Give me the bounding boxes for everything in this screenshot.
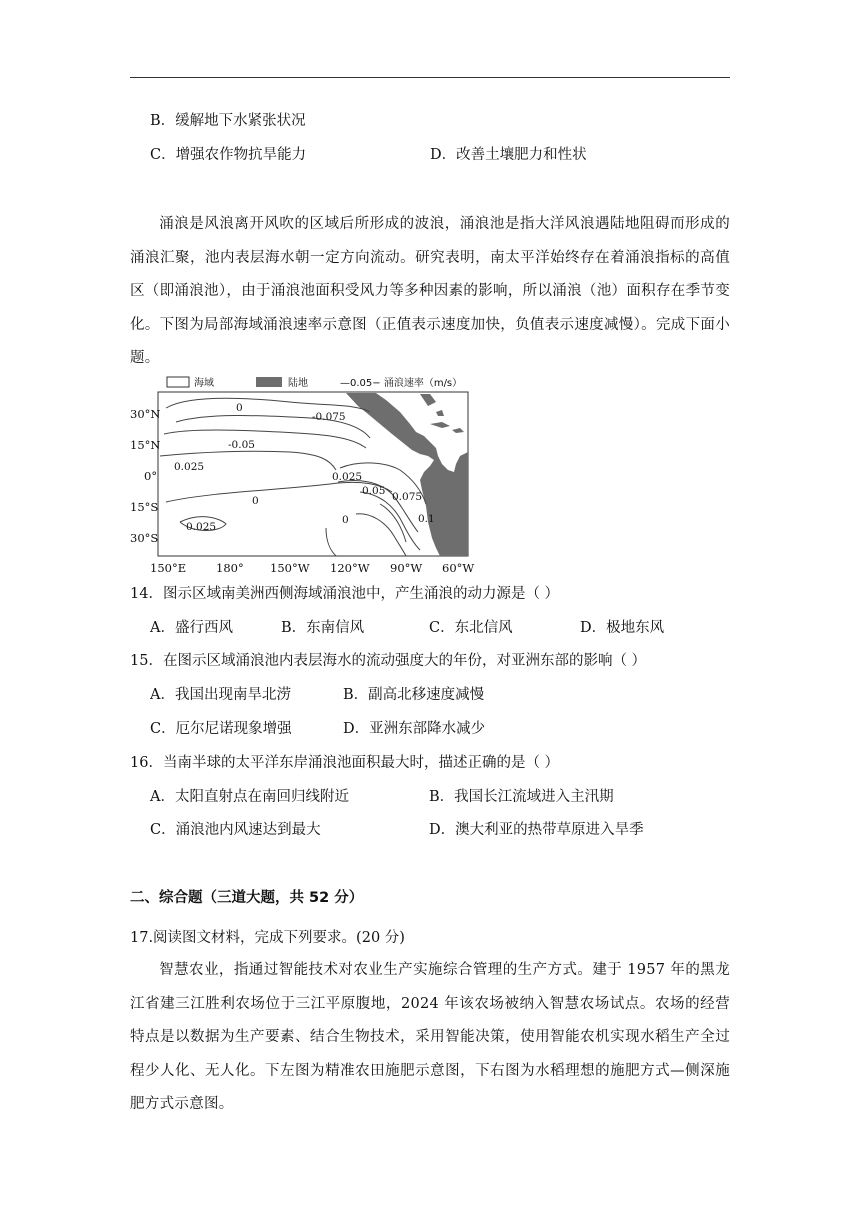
iso-label-11: 0 [342, 514, 349, 526]
q16-option-d[interactable]: D．澳大利亚的热带草原进入旱季 [429, 822, 644, 838]
q14-option-b[interactable]: B．东南信风 [281, 620, 365, 636]
q16-stem: 16．当南半球的太平洋东岸涌浪池面积最大时，描述正确的是（ ） [130, 755, 560, 771]
lat-label-15s: 15°S [130, 500, 159, 514]
lon-label-90w: 90°W [390, 561, 423, 575]
iso-label-2: -0.075 [312, 411, 346, 423]
legend-land-swatch [256, 377, 282, 387]
iso-label-1: 0 [236, 402, 243, 414]
lon-label-60w: 60°W [442, 561, 475, 575]
lat-label-30n: 30°N [130, 407, 161, 421]
q17-paragraph [130, 954, 730, 1122]
iso-label-6: 0.05 [362, 485, 386, 497]
iso-label-7: 0.075 [392, 491, 423, 503]
option-c-prev[interactable]: C．增强农作物抗旱能力 [150, 147, 307, 163]
q15-stem: 15．在图示区域涌浪池内表层海水的流动强度大的年份，对亚洲东部的影响（ ） [130, 653, 647, 669]
q15-option-d[interactable]: D．亚洲东部降水减少 [343, 721, 486, 737]
q14-option-a[interactable]: A．盛行西风 [150, 620, 233, 636]
lat-label-15n: 15°N [130, 438, 161, 452]
legend-land-label: 陆地 [288, 378, 308, 389]
legend-sea-label: 海域 [194, 378, 214, 389]
legend-isoline-label: —0.05− 涌浪速率（m/s） [340, 378, 463, 389]
iso-label-5: 0.025 [332, 471, 363, 483]
lon-label-180: 180° [216, 561, 244, 575]
q14-option-d[interactable]: D．极地东风 [580, 620, 665, 636]
q14-stem: 14．图示区域南美洲西侧海域涌浪池中，产生涌浪的动力源是（ ） [130, 586, 560, 602]
q15-option-c[interactable]: C．厄尔尼诺现象增强 [150, 721, 292, 737]
iso-label-3: -0.05 [228, 439, 255, 451]
q17-stem: 17.阅读图文材料，完成下列要求。(20 分) [130, 930, 405, 946]
lat-label-0: 0° [144, 469, 158, 483]
q16-option-a[interactable]: A．太阳直射点在南回归线附近 [150, 789, 349, 805]
passage-text: 涌浪是风浪离开风吹的区域后所形成的波浪，涌浪池是指大洋风浪遇陆地阻碍而形成的涌浪汇聚，池内表层海水朝一定方向流动。研究表明，南太平洋始终存在着涌浪指标的高值区（即涌浪池），由于涌浪池面积受风力等多种因素的影响，所以涌浪（池）面积存在季节变化。下图为局部海域涌浪速率示意图（正值表示速度加快，负值表示速度减慢）。完成下面小题。 [130, 216, 730, 366]
legend-sea-swatch [167, 377, 189, 387]
header-rule [130, 77, 730, 78]
option-b-prev[interactable]: B．缓解地下水紧张状况 [150, 113, 306, 129]
lon-label-120w: 120°W [330, 561, 370, 575]
section-title: 二、综合题（三道大题，共 52 分） [130, 890, 364, 906]
q15-option-b[interactable]: B．副高北移速度减慢 [343, 687, 485, 703]
swell-rate-map [130, 372, 480, 578]
option-d-prev[interactable]: D．改善土壤肥力和性状 [430, 147, 587, 163]
iso-label-9: 0 [252, 495, 259, 507]
q14-option-c[interactable]: C．东北信风 [429, 620, 513, 636]
iso-label-10: 0.025 [186, 521, 217, 533]
q15-option-a[interactable]: A．我国出现南旱北涝 [150, 687, 291, 703]
iso-label-4: 0.025 [174, 461, 205, 473]
lon-label-150e: 150°E [150, 561, 187, 575]
lat-label-30s: 30°S [130, 531, 159, 545]
iso-label-8: 0.1 [418, 513, 435, 525]
q16-option-b[interactable]: B．我国长江流域进入主汛期 [429, 789, 614, 805]
q17-text: 智慧农业，指通过智能技术对农业生产实施综合管理的生产方式。建于 1957 年的黑龙江省建三江胜利农场位于三江平原腹地，2024 年该农场被纳入智慧农场试点。农场的经营特点是以数据为生产要素、结合生物技术，采用智能决策，使用智能农机实现水稻生产全过程少人化、无人化。下左图为精准农田施肥示意图，下右图为水稻理想的施肥方式—侧深施肥方式示意图。 [130, 962, 730, 1112]
q16-option-c[interactable]: C．涌浪池内风速达到最大 [150, 822, 321, 838]
lon-label-150w: 150°W [270, 561, 310, 575]
passage-paragraph [130, 208, 730, 376]
